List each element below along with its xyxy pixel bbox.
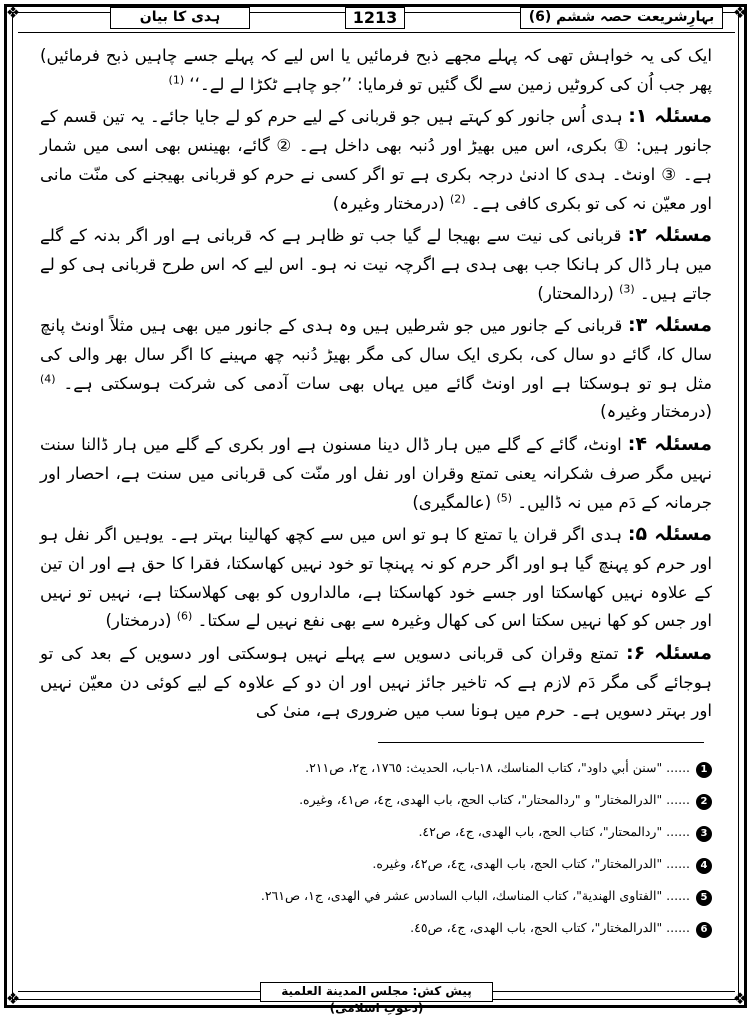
paragraph-text: قربانی کے جانور میں جو شرطیں ہیں وہ ہدی کے جانور میں بھی ہیں مثلاً اونٹ پانچ سال کا، گائے دو سال کی، بکری ایک سال کی مگر بھیڑ دُنبہ چھ مہینے کا اگر سال بھر والی کی مثل ہو تو ہوسکتا ہے اور اونٹ گائے میں یہاں بھی سات آدمی کی شرکت ہوسکتی ہے۔ (40, 316, 712, 393)
chapter-title: ہدی کا بیان (110, 7, 250, 29)
publisher-footer: پیش کش: مجلس المدینة العلمیة (دعوتِ اسلامی) (260, 982, 493, 1002)
paragraph-text: ایک کی یہ خواہش تھی کہ پہلے مجھے ذبح فرمائیں یا اس لیے کہ پہلے جسے چاہیں ذبح فرمائیں) پھر جب اُن کی کروٹیں زمین سے لگ گئیں تو فرمایا: ’’جو چاہے ٹکڑا لے لے۔‘‘ (40, 46, 712, 94)
masala-label: مسئلہ ۴: (627, 433, 712, 456)
footnote-number: 6 (696, 922, 712, 938)
footnote-text: ...... "الدرالمختار"، كتاب الحج، باب الهدى، ج٤، ص٤٥. (410, 920, 691, 935)
footnotes (40, 752, 712, 944)
footnote-item (40, 848, 712, 880)
footnote-number: 3 (696, 826, 712, 842)
footnote-text: ...... "الدرالمختار"، كتاب الحج، باب الهدى، ج٤، ص٤٢، وغيره. (372, 856, 691, 871)
footnote-item (40, 752, 712, 784)
corner-ornament-icon: ❖ (5, 989, 21, 1008)
corner-ornament-icon: ❖ (732, 989, 748, 1008)
footnote-item (40, 784, 712, 816)
masala-paragraph (40, 639, 712, 726)
footnote-number: 5 (696, 890, 712, 906)
footnote-ref: (5) (496, 491, 513, 505)
footnote-ref: (4) (40, 372, 56, 386)
masala-label: مسئلہ ۶: (626, 642, 712, 665)
footnote-separator (378, 742, 704, 743)
footnote-ref: (3) (619, 282, 635, 296)
footnote-item (40, 816, 712, 848)
corner-ornament-icon: ❖ (5, 3, 21, 22)
footnote-item (40, 912, 712, 944)
paragraph-text: اونٹ، گائے کے گلے میں ہار ڈال دینا مسنون ہے اور بکری کے گلے میں ہار ڈالنا سنت نہیں مگر صرف شکرانہ یعنی تمتع وقران اور نفل اور منّت کی قربانی میں سنت ہے، احصار اور جرمانہ کے دَم میں نہ ڈالیں۔ (40, 435, 712, 512)
header-rule (18, 32, 735, 33)
footnote-text: ...... "سنن أبي داود"، كتاب المناسك، ١٨-باب، الحديث: ١٧٦٥، ج٢، ص٢١١. (305, 760, 691, 775)
footnote-ref: (2) (449, 191, 466, 205)
footnote-item (40, 880, 712, 912)
footnote-number: 4 (696, 858, 712, 874)
source-citation: (عالمگیری) (412, 492, 492, 512)
paragraph-text: ہدی اُس جانور کو کہتے ہیں جو قربانی کے لیے حرم کو لے جایا جائے۔ یہ تین قسم کے جانور ہیں: ① بکری، اس میں بھیڑ اور دُنبہ بھی داخل ہے۔ ② گائے، بھینس بھی اسی میں شمار ہے۔ ③ اونٹ۔ ہدی کا ادنیٰ درجہ بکری ہے تو اگر کسی نے حرم کو قربانی بھیجنے کی منّت مانی اور معیّن نہ کی تو بکری کافی ہے۔ (40, 107, 712, 213)
masala-label: مسئلہ ۱: (628, 105, 712, 128)
masala-paragraph (40, 520, 712, 636)
footnote-text: ...... "الدرالمختار" و "ردالمحتار"، كتاب الحج، باب الهدى، ج٤، ص٤١، وغيره. (299, 792, 691, 807)
main-text (40, 42, 712, 729)
page-header (20, 6, 733, 30)
masala-paragraph (40, 102, 712, 218)
masala-label: مسئلہ ۵: (627, 523, 712, 546)
footnote-number: 1 (696, 762, 712, 778)
masala-label: مسئلہ ۳: (628, 314, 712, 337)
paragraph-text: تمتع وقران کی قربانی دسویں سے پہلے نہیں ہوسکتی اور دسویں کے بعد کی تو ہوجائے گی مگر دَم لازم ہے کہ تاخیر جائز نہیں اور ان دو کے علاوہ کے لیے کوئی دن معیّن نہیں اور بہتر دسویں ہے۔ حرم میں ہونا سب میں ضروری ہے، منیٰ کی (40, 644, 712, 721)
masala-paragraph (40, 221, 712, 308)
source-citation: (ردالمحتار) (537, 283, 614, 303)
source-citation: (درمختار وغیرہ) (600, 402, 712, 422)
masala-label: مسئلہ ۲: (627, 224, 712, 247)
page-number: 1213 (345, 7, 405, 29)
paragraph (40, 42, 712, 99)
source-citation: (درمختار وغیرہ) (332, 193, 445, 213)
footnote-ref: (1) (168, 73, 185, 87)
footnote-number: 2 (696, 794, 712, 810)
footnote-ref: (6) (176, 609, 193, 623)
source-citation: (درمختار) (105, 611, 172, 631)
footnote-text: ...... "الفتاوى الهندية"، كتاب المناسك، الباب السادس عشر في الهدى، ج١، ص٢٦١. (260, 888, 691, 903)
paragraph-text: ہدی اگر قران یا تمتع کا ہو تو اس میں سے کچھ کھالینا بہتر ہے۔ یوہیں اگر نفل ہو اور حرم کو پہنچ گیا ہو اور اگر حرم کو نہ پہنچا تو خود نہیں کھاسکتا، فقرا کا حق ہے اور ان تین کے علاوہ نہیں کھاسکتا اور جسے خود کھاسکتا ہے، مالداروں کو بھی کھلاسکتا ہے، نہیں تو نہیں اور جس کو کھا نہیں سکتا اس کی کھال وغیرہ سے بھی نفع نہیں لے سکتا۔ (40, 525, 712, 631)
book-title: بہارِشریعت حصہ ششم (6) (520, 7, 723, 29)
footnote-text: ...... "ردالمحتار"، كتاب الحج، باب الهدى، ج٤، ص٤٢. (418, 824, 691, 839)
corner-ornament-icon: ❖ (732, 3, 748, 22)
masala-paragraph (40, 311, 712, 427)
masala-paragraph (40, 430, 712, 517)
paragraph-text: قربانی کی نیت سے بھیجا لے گیا جب تو ظاہر ہے کہ قربانی ہے اور اگر بدنہ کے گلے میں ہار ڈال کر ہانکا جب بھی ہدی ہے اگرچہ نیت نہ ہو۔ اس لیے کہ اس طرح قربانی ہی کو لے جاتے ہیں۔ (40, 226, 712, 303)
